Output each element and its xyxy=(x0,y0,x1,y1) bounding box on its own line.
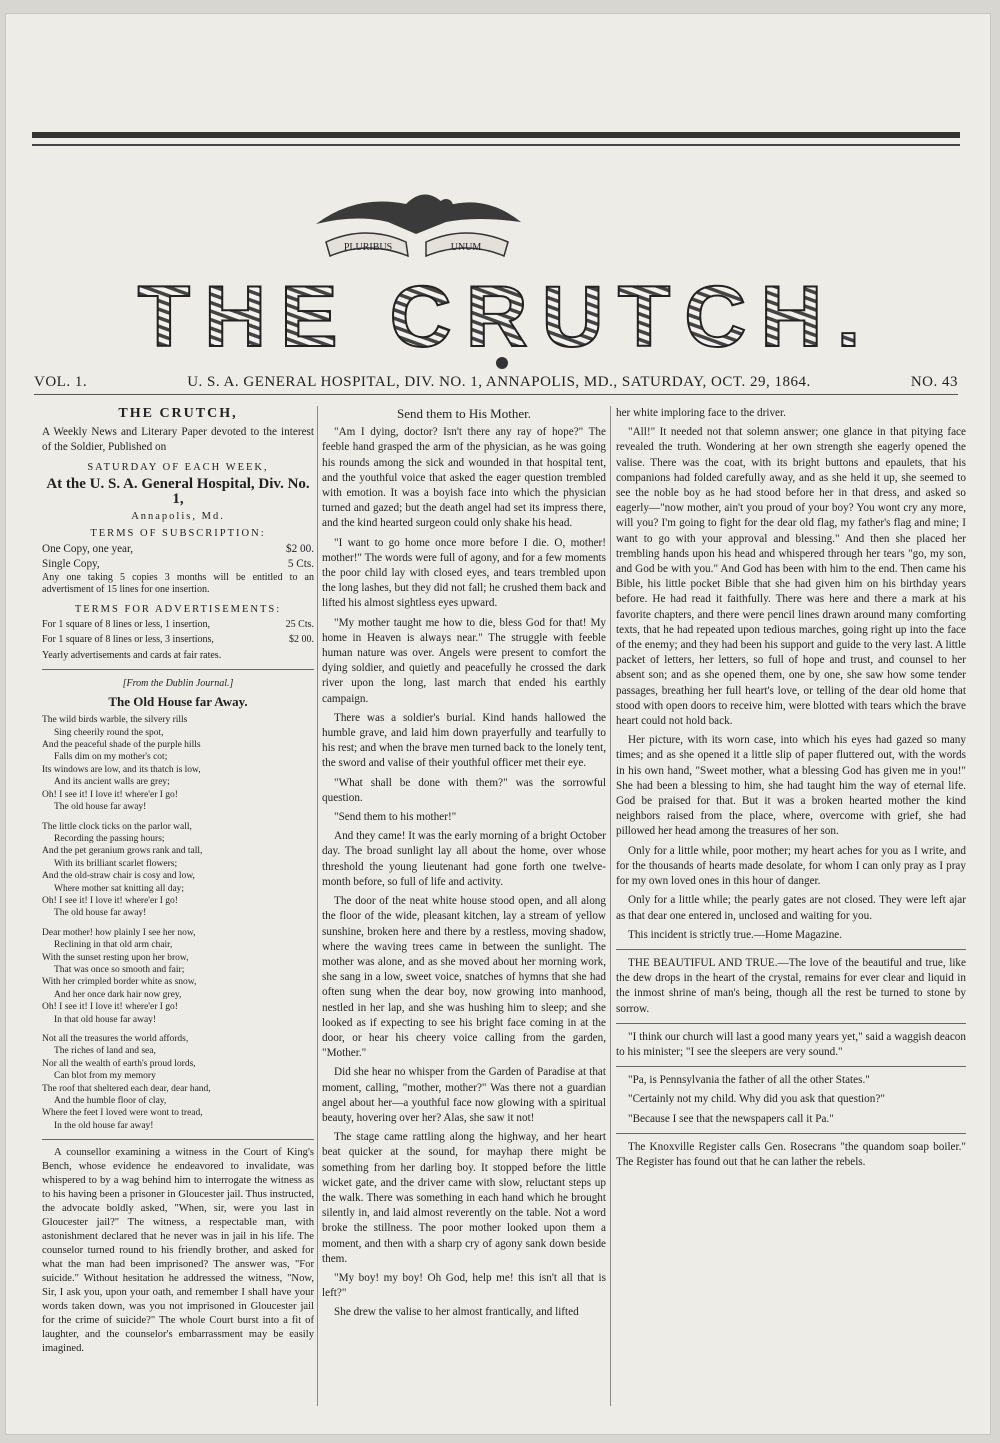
hospital-line: At the U. S. A. General Hospital, Div. No. 1, xyxy=(46,475,310,508)
poem-line: With her crimpled border white as snow, xyxy=(42,977,197,988)
column-3 xyxy=(616,406,966,1174)
story-paragraph: Only for a little while; the pearly gates are not closed. They were left ajar as that dear one entered in, unclosed and waiting for you. xyxy=(616,894,966,922)
story-paragraph: Her picture, with its worn case, into which his eyes had gazed so many times; and as she opened it a little slip of paper fluttered out, with the words in his own hand, "Sweet mother, what a blessing God has given me in you!" She had been a blessing to him, she had taught him the way of eternal life. God be praised for that. But it was a broken hearted mother the kind neighbors raised from the place, where, overcome with grief, she had pillowed her head among the treasures of her son. xyxy=(616,734,966,838)
poem-line: Where mother sat knitting all day; xyxy=(54,883,185,894)
masthead-title xyxy=(96,276,916,356)
subscription-heading: TERMS OF SUBSCRIPTION: xyxy=(90,528,266,540)
poem-line: Can blot from my memory xyxy=(54,1071,156,1082)
column-1 xyxy=(42,406,314,1360)
poem-stanza xyxy=(42,1033,314,1132)
story-paragraph: Did she hear no whisper from the Garden of Paradise at that moment, calling, "mother, mother?" Was there not a guardian angel about her—a youthful face now glowing with a spiritual beauty, hovering over her? Alas, she saw it not! xyxy=(322,1066,606,1124)
poem xyxy=(42,714,314,1132)
poem-line: Oh! I see it! I love it! where'er I go! xyxy=(42,895,178,906)
poem-line: Its windows are low, and its thatch is low, xyxy=(42,764,201,775)
newspaper-page xyxy=(6,14,990,1434)
story-paragraph: "What shall be done with them?" was the sorrowful question. xyxy=(322,776,606,804)
story-body xyxy=(322,425,606,1320)
masthead-rule-thin xyxy=(32,144,960,146)
place-line: Annapolis, Md. xyxy=(131,511,225,523)
poem-stanza xyxy=(42,927,314,1026)
beautiful-paragraph: THE BEAUTIFUL AND TRUE.—The love of the beautiful and true, like the dew drops in the heart of the crystal, remains for ever clear and liquid in the inmost shrine of man's being, though all the rest be turned to stone by sorrow. xyxy=(616,956,966,1015)
anecdote: A counsellor examining a witness in the Court of King's Bench, whose evidence he endeavored to invalidate, was whispered to by a wag behind him to interrogate the witness as to his having been a prisoner in Gloucester jail. Thus instructed, the advocate boldly asked, "When, sir, were you last in Gloucester jail?" The witness, a respectable man, with astonishment declared that he never was in jail in his life. The counselor turned round to his friendly brother, and asked for what the man had been imprisoned? The answer was, "For suicide." Without hesitation he addressed the witness, "Now, Sir, I ask you, upon your oath, and remember I shall have your words taken down, was you not imprisoned in Gloucester jail for the crime of suicide?" The whole Court burst into a fit of laughter, and the counselor's embarrassment may be easily imagined. xyxy=(42,1147,314,1355)
poem-line: The little clock ticks on the parlor wall, xyxy=(42,821,192,832)
masthead-rule-thick xyxy=(32,132,960,138)
church-joke: "I think our church will last a good many years yet," said a waggish deacon to his minister; "I see the sleepers are very sound." xyxy=(616,1030,966,1058)
poem-title: The Old House far Away. xyxy=(108,694,248,710)
poem-stanza xyxy=(42,821,314,920)
story-paragraph: And they came! It was the early morning of a bright October day. The broad sunlight lay all about the home, over whose threshold the young lieutenant had gone forth one twelve-month before, so full of life and activity. xyxy=(322,830,606,888)
poem-line: The riches of land and sea, xyxy=(54,1046,156,1057)
poem-line: With the sunset resting upon her brow, xyxy=(42,952,189,963)
dateline: U. S. A. GENERAL HOSPITAL, DIV. NO. 1, ANNAPOLIS, MD., SATURDAY, OCT. 29, 1864. xyxy=(187,374,811,390)
eagle-emblem xyxy=(296,164,536,274)
publication-day: SATURDAY OF EACH WEEK, xyxy=(87,461,269,473)
poem-line: In the old house far away! xyxy=(54,1120,154,1131)
poem-line: Sing cheerily round the spot, xyxy=(54,727,164,738)
poem-line: And her once dark hair now grey, xyxy=(54,989,182,1000)
story-paragraph: This incident is strictly true.—Home Magazine. xyxy=(628,928,843,941)
divider xyxy=(616,1066,966,1067)
story-paragraph: "My boy! my boy! Oh God, help me! this isn't all that is left?" xyxy=(322,1271,606,1300)
poem-line: The old house far away! xyxy=(54,802,147,813)
poem-line: Reclining in that old arm chair, xyxy=(54,940,173,951)
issue-number: NO. 43 xyxy=(910,374,958,390)
poem-line: The old house far away! xyxy=(54,908,147,919)
story-paragraph: her white imploring face to the driver. xyxy=(616,407,786,419)
pa-joke-2: "Certainly not my child. Why did you ask that question?" xyxy=(628,1093,885,1106)
column-2 xyxy=(322,406,606,1325)
divider xyxy=(616,949,966,950)
story-paragraph: "Am I dying, doctor? Isn't there any ray of hope?" The feeble hand grasped the arm of the physician, as he was going his rounds among the sick and wounded in that hospital tent, and the youthful voice that asked the eager question trembled with emotion. It was a boyish face into which the physician turned and gazed; but the death angel had set its impress there, and the kind hearted surgeon could only shake his head. xyxy=(322,426,606,530)
poem-line: Oh! I see it! I love it! where'er I go! xyxy=(42,789,178,800)
column-rule-2 xyxy=(610,406,611,1406)
story-paragraph: "I want to go home once more before I die. O, mother! mother!" The words were full of agony, and for a few moments the poor child lay with closed eyes, and tears trembled upon the long lashes, but they did not fall; he crushed them back and lifted his almost sightless eyes upward. xyxy=(322,536,606,610)
poem-source: [From the Dublin Journal.] xyxy=(122,677,234,689)
knoxville-item: The Knoxville Register calls Gen. Rosecrans "the quandom soap boiler." The Register has found out that he can lather the rebels. xyxy=(616,1140,966,1168)
divider xyxy=(42,1139,314,1140)
sub-row: One Copy, one year, $2 00. xyxy=(42,542,314,555)
poem-line: Where the feet I loved were wont to tread, xyxy=(42,1108,203,1119)
pa-joke-3: "Because I see that the newspapers call it Pa." xyxy=(628,1112,834,1125)
sub-note: Any one taking 5 copies 3 months will be entitled to an advertisment of 15 lines for one insertion. xyxy=(42,572,314,596)
story-title: Send them to His Mother. xyxy=(397,406,531,421)
poem-line: And the old-straw chair is cosy and low, xyxy=(42,871,195,882)
paper-title: THE CRUTCH, xyxy=(118,406,238,421)
poem-line: And its ancient walls are grey; xyxy=(54,777,170,788)
banner-right-text: UNUM xyxy=(450,242,482,253)
story-paragraph: "My mother taught me how to die, bless God for that! My home in Heaven is always near." The struggle with feeble human nature was over. Angels were present to comfort the dying soldier, and quietly and peacefully he crossed the dark river upon the long, last march that ended his earthly campaign. xyxy=(322,616,606,705)
poem-line: Falls dim on my mother's cot; xyxy=(54,752,168,763)
paper-intro: A Weekly News and Literary Paper devoted to the interest of the Soldier, Published on xyxy=(42,426,314,454)
story-paragraph: Only for a little while, poor mother; my heart aches for you as I write, and for the thousands of hearts made desolate, for whom I can only pray as I pray for my own loved ones in this hour of danger. xyxy=(616,844,966,888)
poem-line: And the peaceful shade of the purple hills xyxy=(42,740,201,751)
advertisement-heading: TERMS FOR ADVERTISEMENTS: xyxy=(74,604,282,616)
poem-line: The roof that sheltered each dear, dear hand, xyxy=(42,1083,211,1094)
adv-row: For 1 square of 8 lines or less, 1 insertion, 25 Cts. xyxy=(42,619,314,631)
divider xyxy=(616,1133,966,1134)
story-paragraph: There was a soldier's burial. Kind hands hallowed the humble grave, and laid him down prayerfully and tearfully to his rest; and when the brave men turned back to the lonely tent, the sword and valise of their youthful officer met their eye. xyxy=(322,711,606,770)
story-paragraph: "Send them to his mother!" xyxy=(334,811,457,824)
sub-row: Single Copy, 5 Cts. xyxy=(42,557,314,570)
poem-line: The wild birds warble, the silvery rills xyxy=(42,715,188,726)
adv-row: For 1 square of 8 lines or less, 3 insertions, $2 00. xyxy=(42,634,314,646)
column-rule-1 xyxy=(317,406,318,1406)
story-paragraph: She drew the valise to her almost frantically, and lifted xyxy=(334,1306,579,1319)
poem-line: Recording the passing hours; xyxy=(54,833,165,844)
volume-label: VOL. 1. xyxy=(34,374,88,390)
poem-line: With its brilliant scarlet flowers; xyxy=(54,858,178,869)
poem-line: Nor all the wealth of earth's proud lords, xyxy=(42,1058,196,1069)
poem-line: That was once so smooth and fair; xyxy=(54,964,185,975)
pa-joke-1: "Pa, is Pennsylvania the father of all the other States." xyxy=(628,1074,870,1087)
dateline-bar xyxy=(34,366,958,395)
story-continued xyxy=(616,406,966,943)
poem-line: Dear mother! how plainly I see her now, xyxy=(42,927,196,938)
story-paragraph: The door of the neat white house stood open, and all along the floor of the wide, pleasant kitchen, lay a stream of yellow sunshine, broken here and there by a restless, moving shadow, where the waving trees came in between the sunlight. The mother was alone, and as she moved about her morning work, she sang in a low, sweet voice, snatches of hymns that she had often sung when the dear boy, now growing into manhood, nestled in her lap, and she was hushing him to sleep; and she looked as if expecting to see his bright face coming in at the door, or hear his cheery voice calling from the garden, "Mother." xyxy=(322,895,606,1060)
paper-name: THE CRUTCH. xyxy=(137,276,875,356)
poem-stanza xyxy=(42,714,314,813)
poem-line: Oh! I see it! I love it! where'er I go! xyxy=(42,1002,178,1013)
poem-line: In that old house far away! xyxy=(54,1014,157,1025)
poem-line: And the pet geranium grows rank and tall, xyxy=(42,846,203,857)
banner-left-text: PLURIBUS xyxy=(343,242,393,253)
story-paragraph: The stage came rattling along the highway, and her heart beat quicker at the sound, for mayhap there might be something from her darling boy. It stopped before the little wicket gate, and the driver came with slow, reluctant steps up the walk. There was something in each hand which he brought silently in, and laid almost reverently on the table. Not a word broke the stillness. The poor mother looked upon them a moment, and then with a sharp cry of agony sank down beside them. xyxy=(322,1131,606,1265)
divider xyxy=(616,1023,966,1024)
divider xyxy=(42,669,314,670)
adv-note: Yearly advertisements and cards at fair rates. xyxy=(42,649,222,661)
story-paragraph: "All!" It needed not that solemn answer; one glance in that pitying face revealed the truth. Wondering at her own strength she eagerly opened the valise. There was the coat, with its bright buttons and epaulets, that his companions had folded carefully away, and as she held it up, she seemed to see the noble boy as he had stood before her in that dress, and asked so eagerly—"now mother, ain't you proud of your boy? You wont cry any more, will you? I'm going to fight for the dear old flag, my father's flag and mine; I want to go with your approval and blessing." And then she placed her trembling hands upon his head and whispered through her tears "go, my son, and God be with you." And God has been with him to the end. Then came his Bible, his little pocket Bible that she had given him on his birthday years before. He had read it faithfully. There was here and there a mark at his favorite chapters, and there were pencil lines drawn around many comforting texts, that he had repeated upon tedious marches, going right up into the face of the enemy; and they had been his support and guide to the very last. A little packet of letters, her letters, so full of hope and trust, and counsel to her absent son; and as she opened them, one by one, she saw how some tender passages, breathing her full heart's love, or telling of the dear old home that stood with open doors to receive him, were blotted with tears which the brave heart could not hold back. xyxy=(616,426,966,728)
poem-line: Not all the treasures the world affords, xyxy=(42,1034,189,1044)
poem-line: And the humble floor of clay, xyxy=(54,1096,167,1107)
